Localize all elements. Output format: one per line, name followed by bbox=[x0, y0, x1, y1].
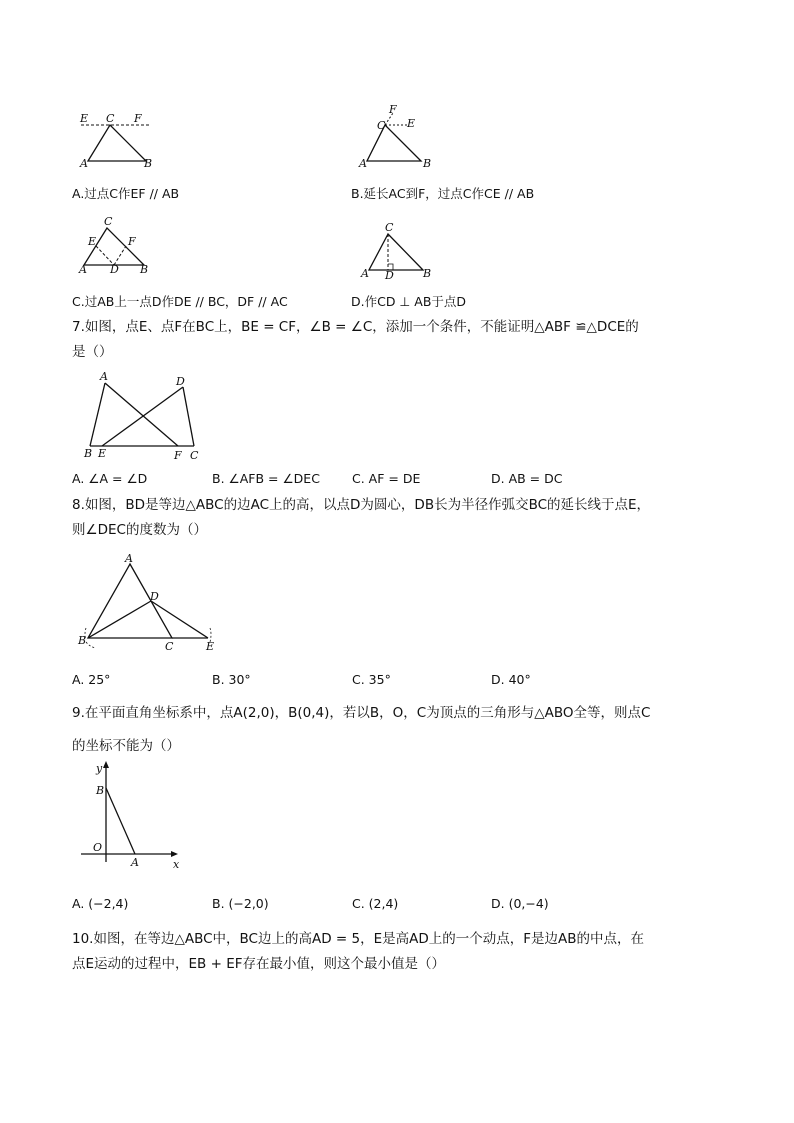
q8-stem-line1: 8.如图，BD是等边△ABC的边AC上的高，以点D为圆心，DB长为半径作弧交BC的延长线于点E， bbox=[72, 497, 651, 513]
label-o: O bbox=[93, 841, 103, 854]
figure-q8 bbox=[74, 552, 222, 656]
label-a: A bbox=[361, 267, 369, 280]
label-e: E bbox=[407, 117, 416, 130]
q7-option-c: C. AF = DE bbox=[352, 471, 421, 486]
label-a: A bbox=[359, 157, 367, 170]
label-y: y bbox=[96, 762, 103, 775]
label-c: C bbox=[377, 119, 386, 132]
label-b: B bbox=[423, 157, 432, 170]
label-f: F bbox=[389, 103, 397, 116]
q6-option-d: D.作CD ⊥ AB于点D bbox=[351, 294, 467, 309]
q9-option-b: B. (−2,0) bbox=[212, 896, 269, 911]
figure-option-c bbox=[76, 215, 166, 279]
label-e: E bbox=[206, 640, 215, 653]
q8-option-a: A. 25° bbox=[72, 672, 111, 687]
label-b: B bbox=[78, 634, 87, 647]
q7-stem-line2: 是（） bbox=[72, 344, 113, 360]
label-b: B bbox=[84, 447, 93, 460]
q8-option-d: D. 40° bbox=[491, 672, 531, 687]
q9-stem-line1: 9.在平面直角坐标系中，点A(2,0)，B(0,4)，若以B，O，C为顶点的三角形与△ABO全等，则点C bbox=[72, 705, 651, 721]
q6-option-b: B.延长AC到F，过点C作CE // AB bbox=[351, 186, 535, 201]
q7-option-b: B. ∠AFB = ∠DEC bbox=[212, 471, 320, 486]
label-c: C bbox=[190, 449, 199, 462]
q8-stem-line2: 则∠DEC的度数为（） bbox=[72, 522, 207, 538]
label-x: x bbox=[173, 858, 180, 870]
figure-q7 bbox=[80, 370, 205, 462]
label-d: D bbox=[385, 269, 394, 282]
q7-stem-line1: 7.如图，点E、点F在BC上，BE = CF，∠B = ∠C，添加一个条件，不能证明△ABF ≌△DCE的 bbox=[72, 319, 639, 335]
label-d: D bbox=[110, 263, 119, 276]
figure-option-b bbox=[355, 103, 445, 171]
q9-option-d: D. (0,−4) bbox=[491, 896, 549, 911]
label-e: E bbox=[80, 112, 89, 125]
label-f: F bbox=[174, 449, 182, 462]
q9-stem-line2: 的坐标不能为（） bbox=[72, 738, 180, 754]
figure-option-d bbox=[355, 220, 445, 282]
label-c: C bbox=[385, 221, 394, 234]
label-a: A bbox=[79, 263, 87, 276]
label-f: F bbox=[134, 112, 142, 125]
label-d: D bbox=[176, 375, 185, 388]
q10-stem-line2: 点E运动的过程中，EB + EF存在最小值，则这个最小值是（） bbox=[72, 956, 446, 972]
q6-option-c: C.过AB上一点D作DE // BC，DF // AC bbox=[72, 294, 288, 309]
q10-stem-line1: 10.如图，在等边△ABC中，BC边上的高AD = 5，E是高AD上的一个动点，F是边AB的中点，在 bbox=[72, 931, 645, 947]
label-c: C bbox=[104, 215, 113, 228]
label-c: C bbox=[106, 112, 115, 125]
q9-option-a: A. (−2,4) bbox=[72, 896, 129, 911]
q9-option-c: C. (2,4) bbox=[352, 896, 399, 911]
label-b: B bbox=[423, 267, 432, 280]
label-a: A bbox=[131, 856, 139, 869]
label-a: A bbox=[125, 552, 133, 565]
label-b: B bbox=[96, 784, 105, 797]
label-d: D bbox=[150, 590, 159, 603]
label-f: F bbox=[128, 235, 136, 248]
label-b: B bbox=[144, 157, 153, 170]
q7-option-d: D. AB = DC bbox=[491, 471, 563, 486]
figure-option-a bbox=[76, 110, 166, 172]
label-a: A bbox=[100, 370, 108, 383]
q6-option-a: A.过点C作EF // AB bbox=[72, 186, 180, 201]
q8-option-b: B. 30° bbox=[212, 672, 251, 687]
label-b: B bbox=[140, 263, 149, 276]
q8-option-c: C. 35° bbox=[352, 672, 391, 687]
figure-q9 bbox=[76, 758, 186, 870]
label-e: E bbox=[88, 235, 97, 248]
label-e: E bbox=[98, 447, 107, 460]
label-a: A bbox=[80, 157, 88, 170]
label-c: C bbox=[165, 640, 174, 653]
q7-option-a: A. ∠A = ∠D bbox=[72, 471, 148, 486]
